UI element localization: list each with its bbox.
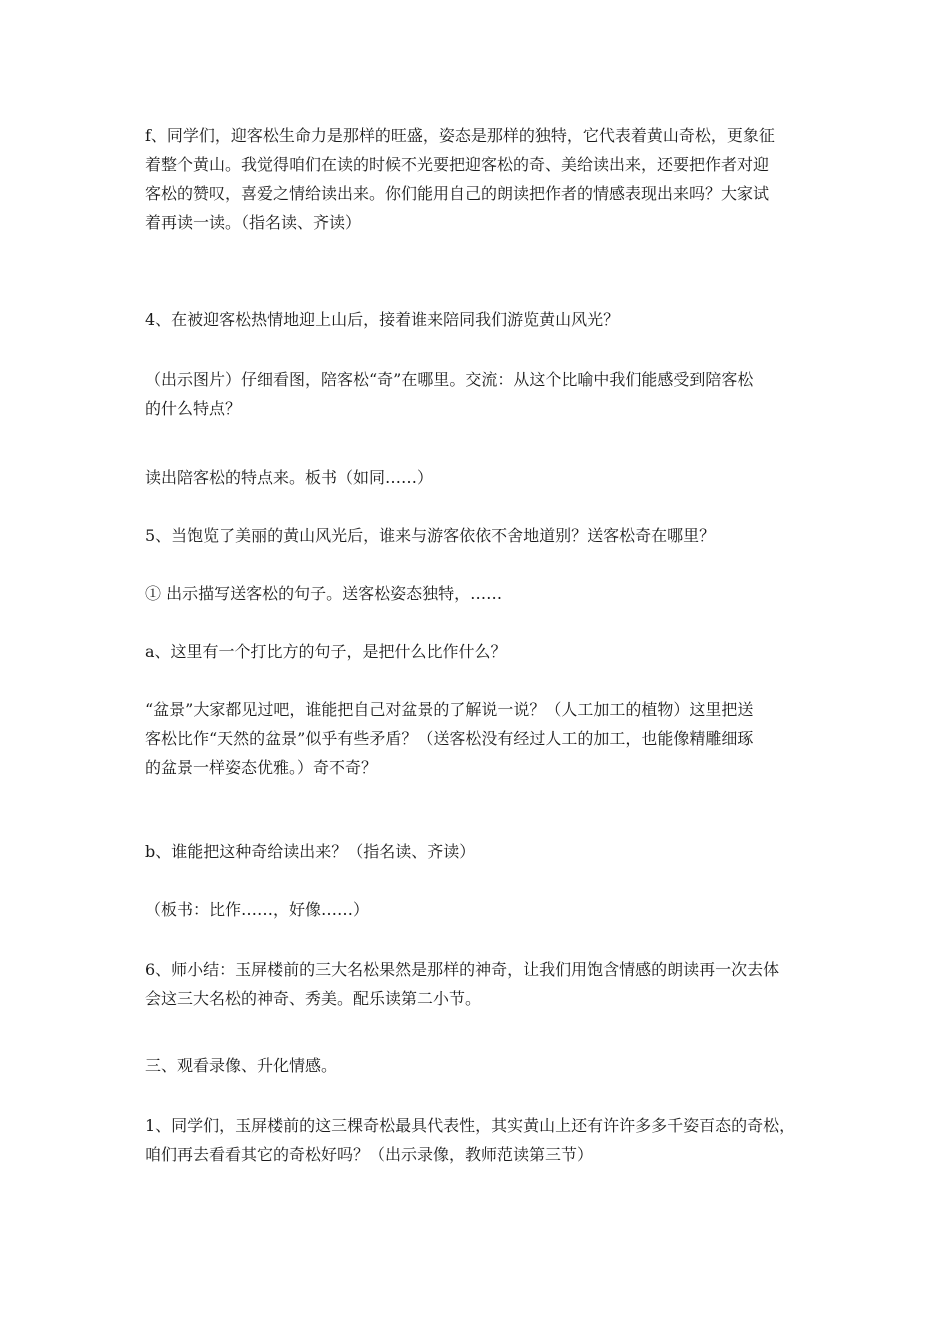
paragraph-step-4 bbox=[145, 305, 815, 334]
paragraph-step-6-summary bbox=[145, 955, 815, 1013]
paragraph-accompanying-pine-image bbox=[145, 365, 815, 423]
paragraph-item-a bbox=[145, 637, 815, 666]
text-line: 读出陪客松的特点来。板书（如同……） bbox=[145, 468, 434, 487]
paragraph-step-5 bbox=[145, 521, 815, 550]
text-line: 着再读一读。（指名读、齐读） bbox=[145, 213, 362, 232]
text-line: 6、师小结：玉屏楼前的三大名松果然是那样的神奇，让我们用饱含情感的朗读再一次去体 bbox=[145, 960, 780, 979]
text-line: f、同学们，迎客松生命力是那样的旺盛，姿态是那样的独特，它代表着黄山奇松，更象征 bbox=[145, 126, 775, 145]
paragraph-accompanying-pine-reading bbox=[145, 463, 815, 492]
text-line: 三、观看录像、升化情感。 bbox=[145, 1056, 338, 1075]
text-line: a、这里有一个打比方的句子，是把什么比作什么？ bbox=[145, 642, 507, 661]
text-line: 咱们再去看看其它的奇松好吗？（出示录像，教师范读第三节） bbox=[145, 1145, 594, 1164]
text-line: 1、同学们，玉屏楼前的这三棵奇松最具代表性，其实黄山上还有许许多多千姿百态的奇松， bbox=[145, 1116, 796, 1135]
text-line: 着整个黄山。我觉得咱们在读的时候不光要把迎客松的奇、美给读出来，还要把作者对迎 bbox=[145, 155, 770, 174]
paragraph-board-note bbox=[145, 895, 815, 924]
text-line: （板书：比作……，好像……） bbox=[145, 900, 370, 919]
text-line: ① 出示描写送客松的句子。送客松姿态独特，…… bbox=[145, 584, 503, 603]
paragraph-farewell-pine-sentence bbox=[145, 579, 815, 608]
text-line: 的什么特点？ bbox=[145, 399, 242, 418]
text-line: 4、在被迎客松热情地迎上山后，接着谁来陪同我们游览黄山风光？ bbox=[145, 310, 620, 329]
text-line: 的盆景一样姿态优雅。）奇不奇？ bbox=[145, 758, 378, 777]
text-line: 客松的赞叹，喜爱之情给读出来。你们能用自己的朗读把作者的情感表现出来吗？大家试 bbox=[145, 184, 770, 203]
text-line: 客松比作“天然的盆景”似乎有些矛盾？（送客松没有经过人工的加工，也能像精雕细琢 bbox=[145, 729, 754, 748]
text-line: “盆景”大家都见过吧，谁能把自己对盆景的了解说一说？（人工加工的植物）这里把送 bbox=[145, 700, 754, 719]
text-line: 5、当饱览了美丽的黄山风光后，谁来与游客依依不舍地道别？送客松奇在哪里？ bbox=[145, 526, 716, 545]
paragraph-item-b bbox=[145, 837, 815, 866]
text-line: 会这三大名松的神奇、秀美。配乐读第二小节。 bbox=[145, 989, 482, 1008]
text-line: b、谁能把这种奇给读出来？（指名读、齐读） bbox=[145, 842, 476, 861]
paragraph-welcoming-pine-summary bbox=[145, 121, 815, 237]
paragraph-bonsai-discussion bbox=[145, 695, 815, 782]
section-heading-three bbox=[145, 1051, 815, 1080]
text-line: （出示图片）仔细看图，陪客松“奇”在哪里。交流：从这个比喻中我们能感受到陪客松 bbox=[145, 370, 754, 389]
paragraph-section-three-step-1 bbox=[145, 1111, 815, 1169]
